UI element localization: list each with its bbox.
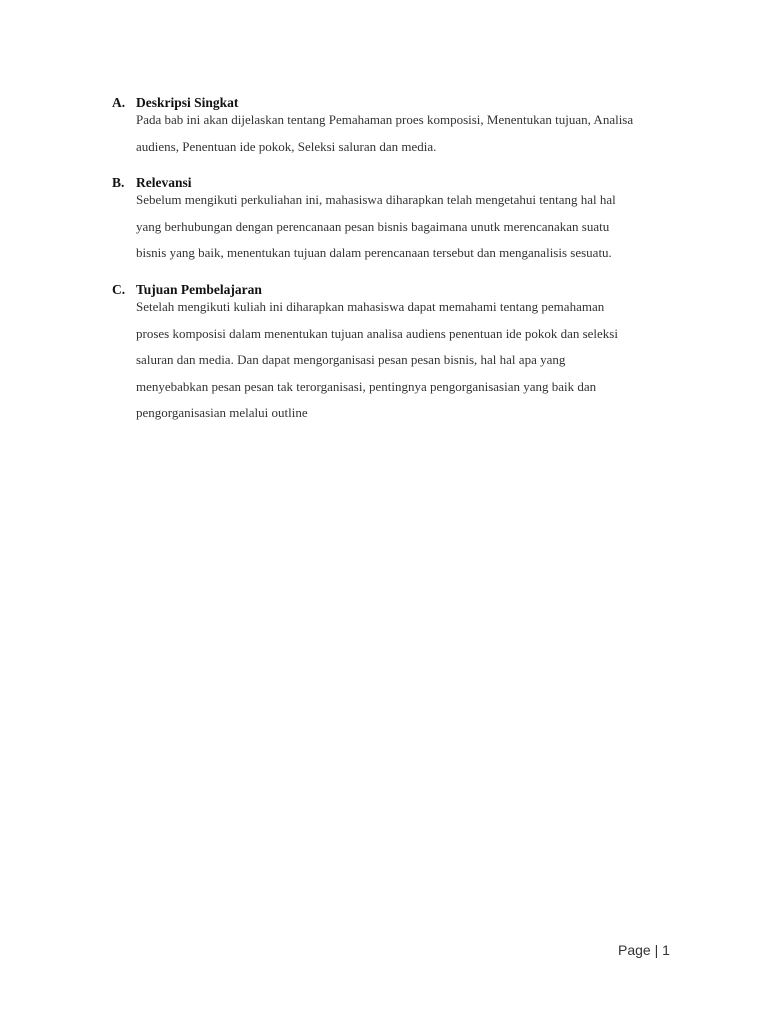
section-letter: B. [112,175,125,190]
paragraph-line: yang berhubungan dengan perencanaan pesan bisnis bagaimana unutk merencanakan suatu [136,218,610,234]
section-a [112,94,722,160]
paragraph-line: Setelah mengikuti kuliah ini diharapkan mahasiswa dapat memahami tentang pemahaman [136,299,605,314]
paragraph-line: Sebelum mengikuti perkuliahan ini, mahasiswa diharapkan telah mengetahui tentang hal hal [136,192,616,207]
section-paragraph [136,294,722,427]
section-c [112,281,722,427]
paragraph-line: saluran dan media. Dan dapat mengorganisasi pesan pesan bisnis, hal hal apa yang [136,352,566,367]
section-title: Tujuan Pembelajaran [136,282,262,297]
paragraph-line: Pada bab ini akan dijelaskan tentang Pemahaman proes komposisi, Menentukan tujuan, Analisa [136,112,634,127]
section-letter: A. [112,95,126,110]
section-paragraph [136,107,722,160]
paragraph-line: proses komposisi dalam menentukan tujuan analisa audiens penentuan ide pokok dan seleksi [136,325,618,341]
page-number: Page | 1 [618,942,670,958]
section-b [112,174,722,267]
paragraph-line: audiens, Penentuan ide pokok, Seleksi saluran dan media. [136,138,437,154]
paragraph-line: pengorganisasian melalui outline [136,405,308,420]
paragraph-line: bisnis yang baik, menentukan tujuan dalam perencanaan tersebut dan menganalisis sesuatu. [136,245,612,260]
section-letter: C. [112,282,126,297]
section-paragraph [136,187,722,267]
section-title: Deskripsi Singkat [136,95,239,110]
paragraph-line: menyebabkan pesan pesan tak terorganisasi, pentingnya pengorganisasian yang baik dan [136,378,597,394]
section-title: Relevansi [136,175,192,190]
